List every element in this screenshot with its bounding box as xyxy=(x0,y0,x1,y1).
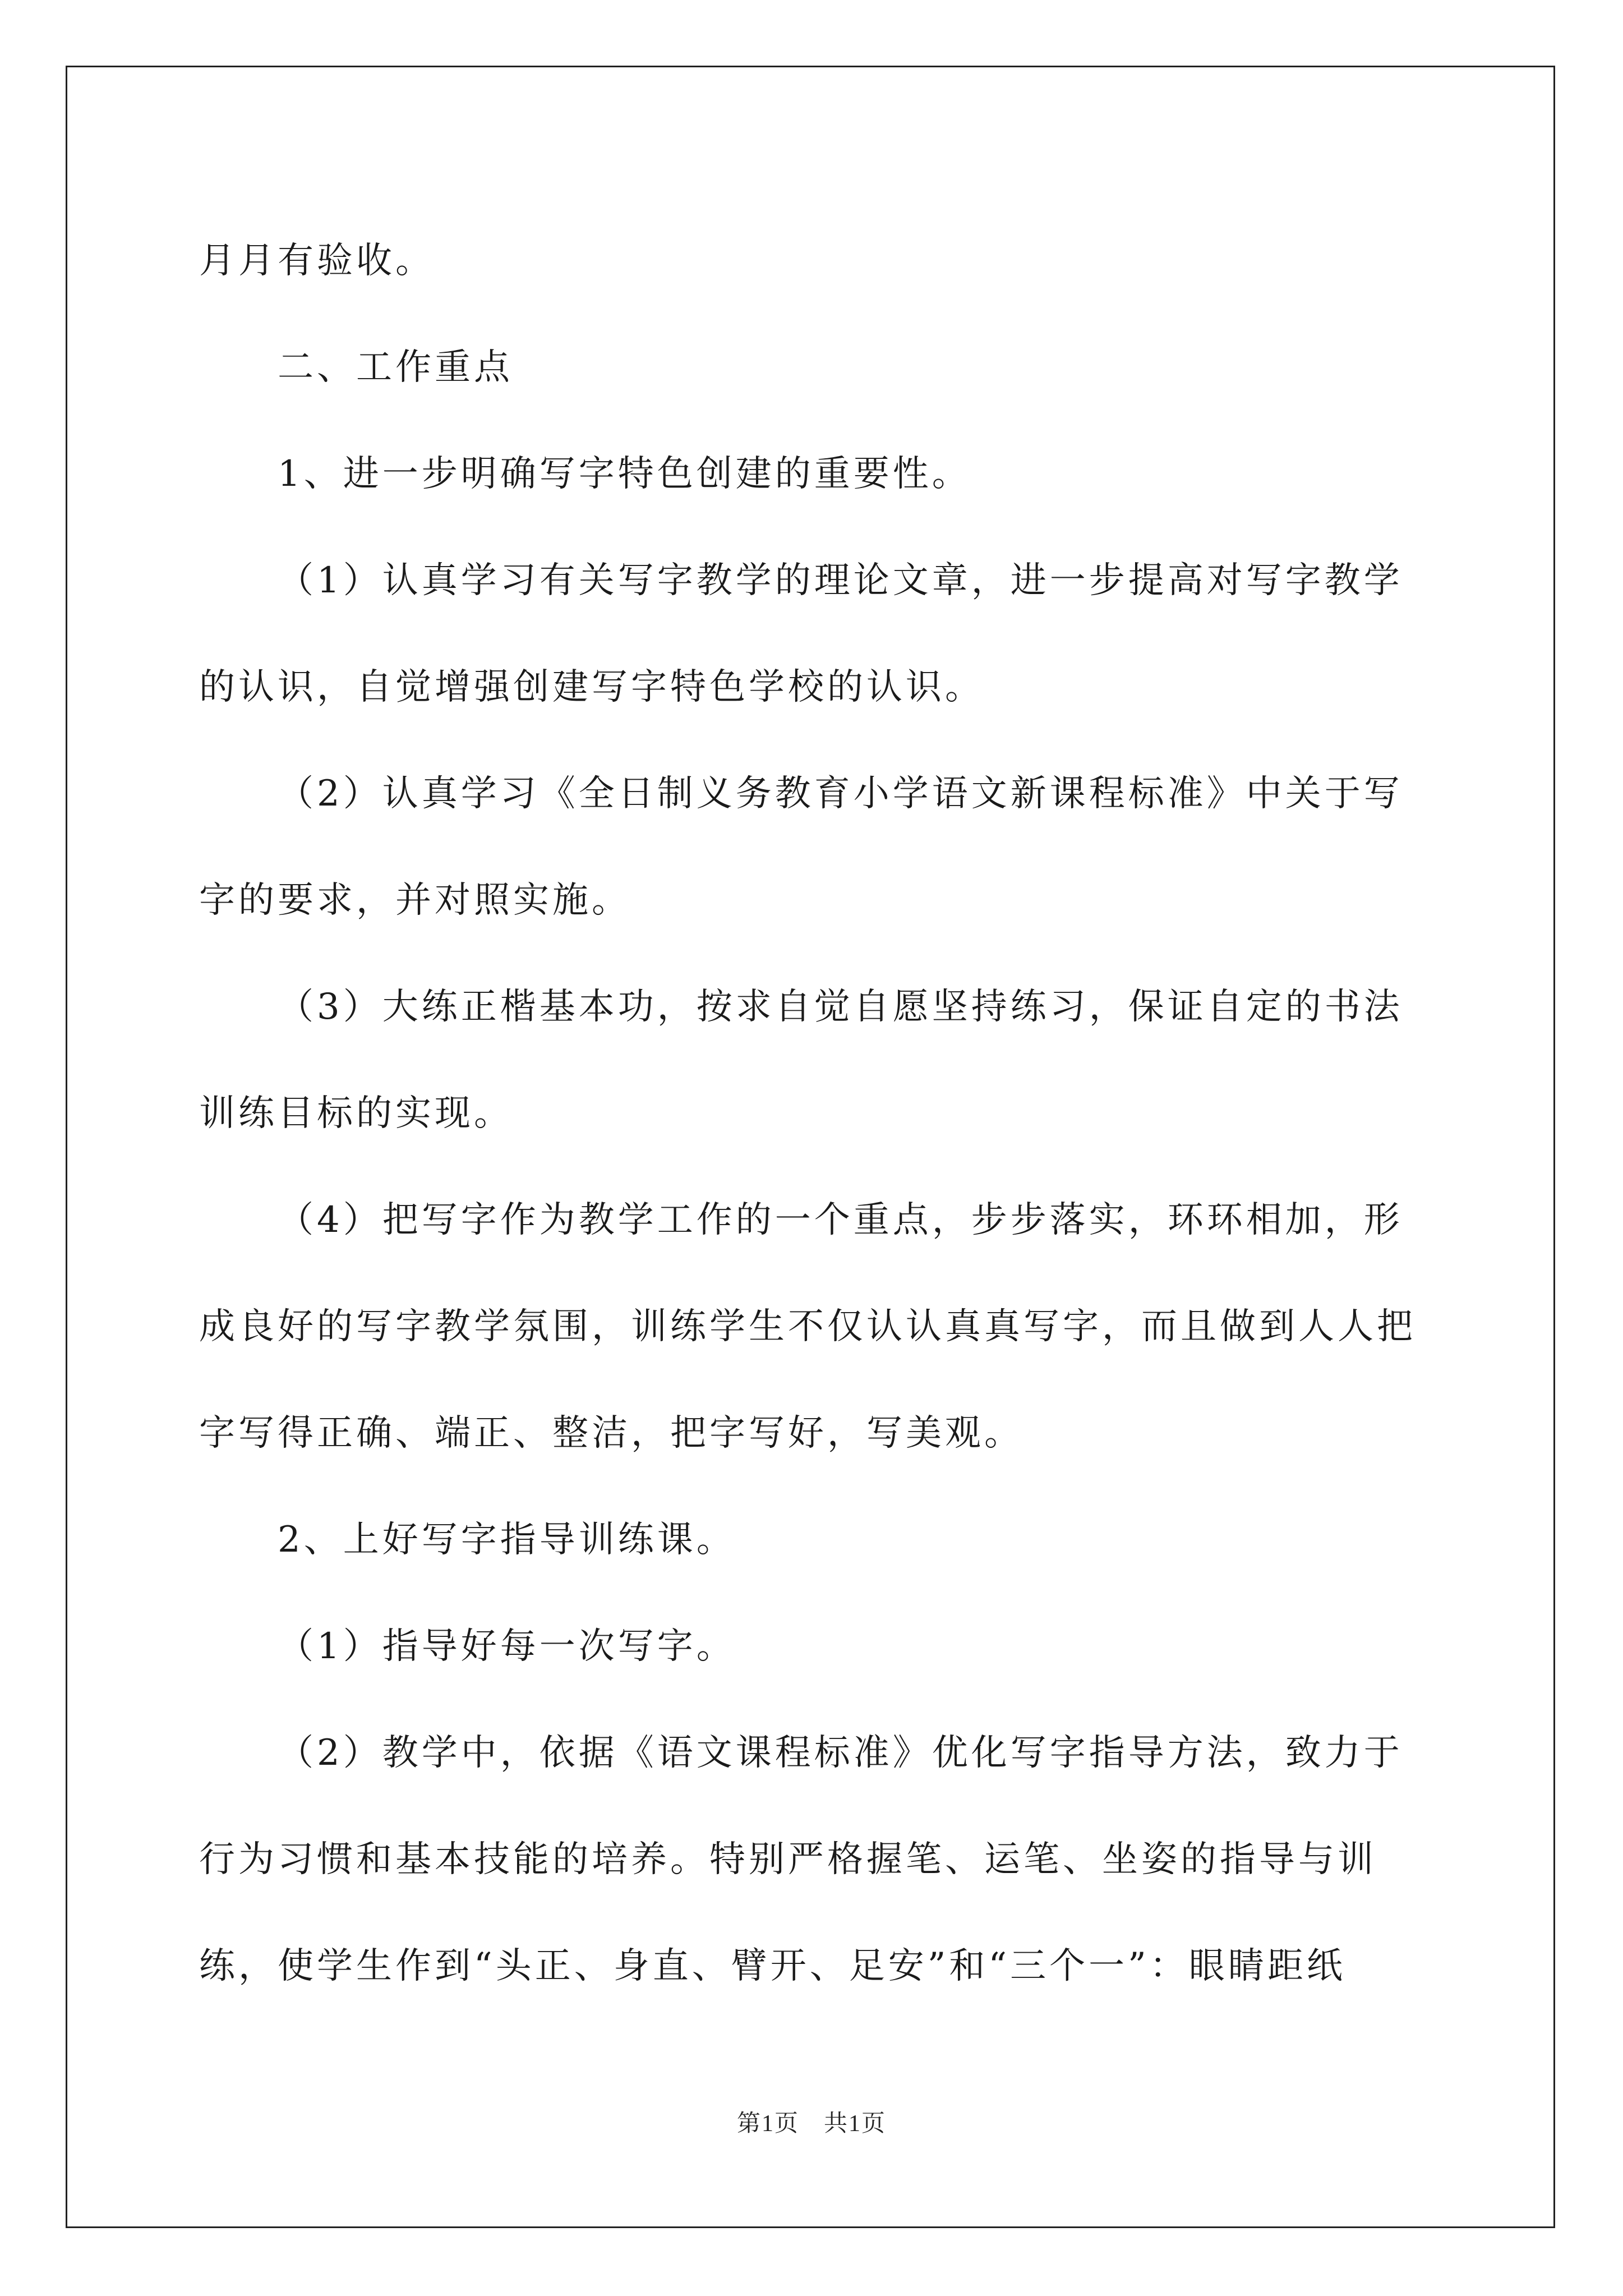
paragraph: （1）认真学习有关写字教学的理论文章，进一步提高对写字教学的认识，自觉增强创建写字特色学校的认识。 xyxy=(199,560,1403,708)
paragraph: （2）认真学习《全日制义务教育小学语文新课程标准》中关于写字的要求，并对照实施。 xyxy=(199,773,1403,921)
subsection-heading: 1、进一步明确写字特色创建的重要性。 xyxy=(278,453,971,495)
page-number: 第1页 xyxy=(736,2111,799,2137)
page-footer xyxy=(0,2105,1623,2138)
paragraph: （2）教学中，依据《语文课程标准》优化写字指导方法，致力于行为习惯和基本技能的培养。特别严格握笔、运笔、坐姿的指导与训练，使学生作到“头正、身直、臂开、足安”和“三个一”：眼睛距纸 xyxy=(199,1732,1403,1987)
paragraph: （3）大练正楷基本功，按求自觉自愿坚持练习，保证自定的书法训练目标的实现。 xyxy=(199,986,1403,1134)
paragraph: （4）把写字作为教学工作的一个重点，步步落实，环环相加，形成良好的写字教学氛围，训练学生不仅认认真真写字，而且做到人人把字写得正确、端正、整洁，把字写好，写美观。 xyxy=(199,1199,1416,1454)
page-total: 共1页 xyxy=(824,2111,887,2137)
subsection-heading: 2、上好写字指导训练课。 xyxy=(278,1519,736,1561)
section-heading: 二、工作重点 xyxy=(278,347,513,388)
document-body xyxy=(199,208,1427,2019)
paragraph: 月月有验收。 xyxy=(199,240,435,282)
paragraph: （1）指导好每一次写字。 xyxy=(278,1626,736,1667)
